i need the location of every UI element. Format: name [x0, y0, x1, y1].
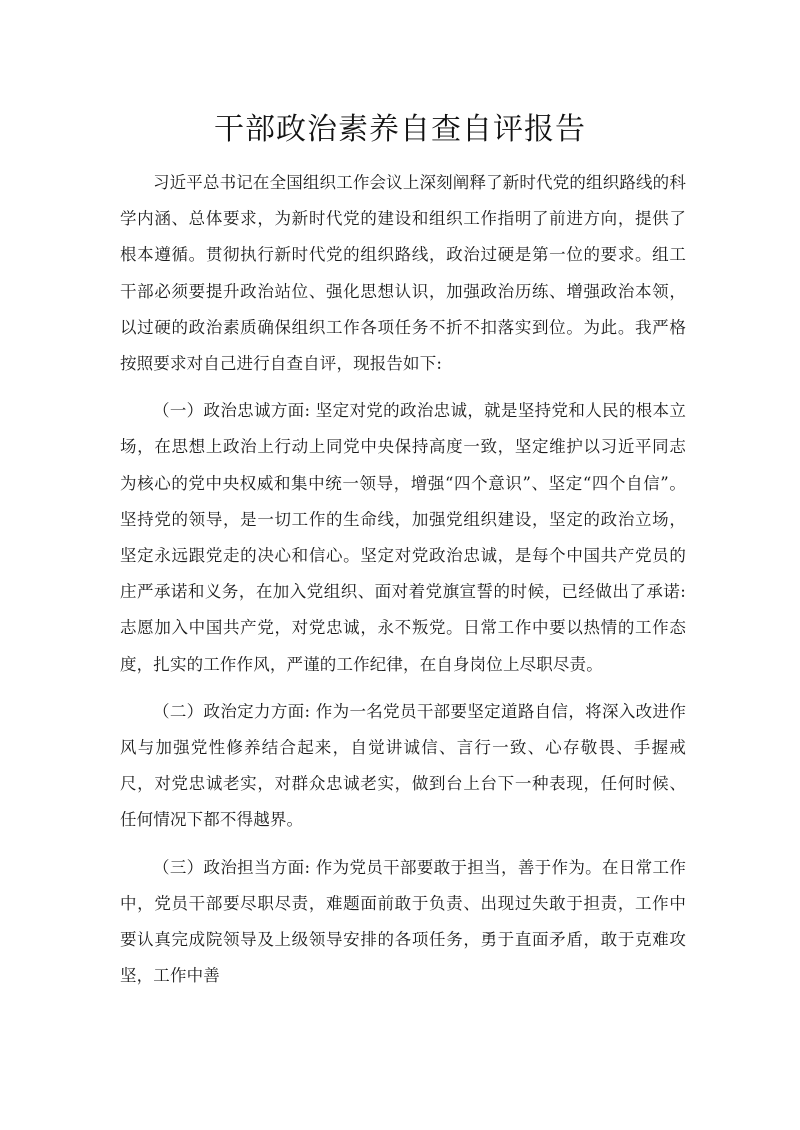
political-resolve-paragraph: （二）政治定力方面: 作为一名党员干部要坚定道路自信，将深入改进作风与加强党性修养结合起来，自觉讲诚信、言行一致、心存敬畏、手握戒尺，对党忠诚老实，对群众忠诚老实，做到台上台下一种表现，任何时候、任何情况下都不得越界。 [120, 701, 686, 830]
intro-paragraph: 习近平总书记在全国组织工作会议上深刻阐释了新时代党的组织路线的科学内涵、总体要求，为新时代党的建设和组织工作指明了前进方向，提供了根本遵循。贯彻执行新时代党的组织路线，政治过硬是第一位的要求。组工干部必须要提升政治站位、强化思想认识，加强政治历练、增强政治本领，以过硬的政治素质确保组织工作各项任务不折不扣落实到位。为此。我严格按照要求对自己进行自查自评，现报告如下: [120, 173, 686, 374]
political-loyalty-paragraph: （一）政治忠诚方面: 坚定对党的政治忠诚，就是坚持党和人民的根本立场，在思想上政治上行动上同党中央保持高度一致，坚定维护以习近平同志为核心的党中央权威和集中统一领导，增强“四个意识”、坚定“四个自信”。坚持党的领导，是一切工作的生命线，加强党组织建设，坚定的政治立场，坚定永远跟党走的决心和信心。坚定对党政治忠诚，是每个中国共产党员的庄严承诺和义务，在加入党组织、面对着党旗宣誓的时候，已经做出了承诺: 志愿加入中国共产党，对党忠诚，永不叛党。日常工作中要以热情的工作态度，扎实的工作作风，严谨的工作纪律，在自身岗位上尽职尽责。 [120, 401, 686, 674]
document-body [120, 165, 686, 994]
political-responsibility-paragraph: （三）政治担当方面: 作为党员干部要敢于担当，善于作为。在日常工作中，党员干部要尽职尽责，难题面前敢于负责、出现过失敢于担责，工作中要认真完成院领导及上级领导安排的各项任务，勇于直面矛盾，敢于克难攻坚，工作中善 [120, 857, 686, 986]
document-title: 干部政治素养自查自评报告 [214, 112, 586, 147]
